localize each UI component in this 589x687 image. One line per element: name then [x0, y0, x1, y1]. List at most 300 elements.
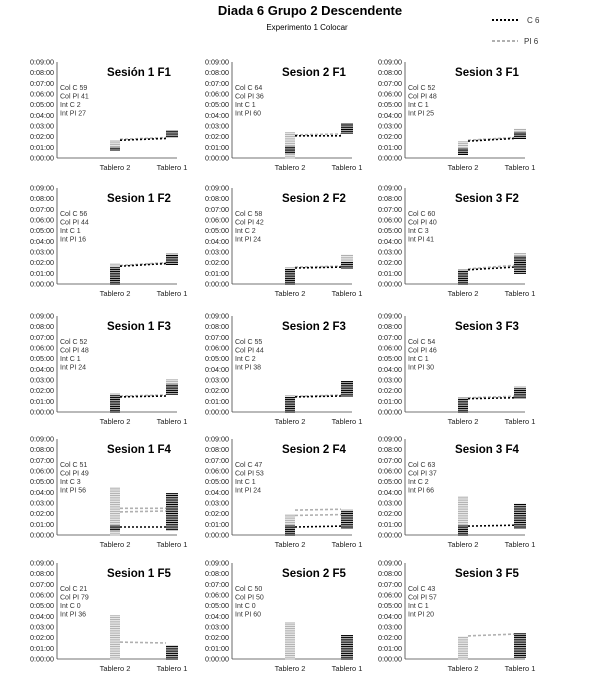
y-tick-label: 0:01:00	[30, 643, 54, 653]
y-tick-label: 0:03:00	[205, 121, 229, 131]
panel-stat: Col C 54	[408, 339, 436, 346]
y-tick-label: 0:07:00	[378, 455, 402, 465]
panel-stat: Col C 51	[60, 462, 88, 469]
x-tick-label: Tablero 2	[274, 540, 306, 549]
y-tick-label: 0:03:00	[378, 247, 402, 257]
panel-stat: Col C 59	[60, 85, 88, 92]
c-bar-tablero1	[166, 646, 178, 659]
y-tick-label: 0:00:00	[205, 654, 229, 664]
c-bar-tablero1	[166, 255, 178, 264]
y-tick-label: 0:07:00	[205, 204, 229, 214]
panel-stat: Int PI 56	[60, 487, 87, 495]
panel-stat: Int C 1	[235, 102, 256, 109]
y-tick-label: 0:03:00	[205, 375, 229, 385]
y-tick-label: 0:06:00	[205, 466, 229, 476]
c-bar-tablero2	[110, 148, 120, 150]
y-tick-label: 0:04:00	[205, 364, 229, 374]
y-tick-label: 0:04:00	[205, 236, 229, 246]
y-tick-label: 0:00:00	[378, 530, 402, 540]
y-tick-label: 0:03:00	[30, 498, 54, 508]
y-tick-label: 0:02:00	[30, 258, 54, 268]
y-tick-label: 0:02:00	[205, 132, 229, 142]
y-tick-label: 0:09:00	[30, 558, 54, 568]
y-tick-label: 0:01:00	[378, 519, 402, 529]
panel-title: Sesion 1 F2	[107, 193, 171, 205]
y-tick-label: 0:01:00	[378, 142, 402, 152]
panel-grid	[30, 58, 535, 674]
pi-bar-tablero1	[166, 254, 178, 259]
c-bar-tablero1	[166, 385, 178, 394]
y-tick-label: 0:05:00	[378, 477, 402, 487]
y-tick-label: 0:09:00	[205, 311, 229, 321]
y-tick-label: 0:06:00	[378, 466, 402, 476]
y-tick-label: 0:05:00	[378, 354, 402, 364]
c-bar-tablero2	[285, 270, 295, 284]
y-tick-label: 0:09:00	[30, 183, 54, 193]
y-tick-label: 0:00:00	[378, 654, 402, 664]
pi-bar-tablero2	[110, 141, 120, 146]
pi-series-line	[295, 266, 341, 267]
y-tick-label: 0:02:00	[30, 386, 54, 396]
y-tick-label: 0:04:00	[378, 110, 402, 120]
x-tick-label: Tablero 2	[99, 664, 131, 673]
c-bar-tablero1	[341, 636, 353, 659]
panel	[30, 435, 187, 550]
y-tick-label: 0:01:00	[205, 396, 229, 406]
pi-series-line	[120, 138, 166, 140]
c-bar-tablero1	[514, 389, 526, 398]
panel-stat: Col PI 53	[235, 470, 264, 478]
x-tick-label: Tablero 2	[447, 664, 479, 673]
pi-bar-tablero2	[285, 623, 295, 659]
panel	[30, 58, 187, 173]
y-tick-label: 0:07:00	[205, 455, 229, 465]
x-tick-label: Tablero 1	[156, 540, 188, 549]
y-tick-label: 0:07:00	[30, 332, 54, 342]
x-tick-label: Tablero 2	[274, 163, 306, 172]
panel-stat: Int C 0	[235, 603, 256, 610]
pi-series-line	[468, 138, 514, 141]
y-tick-label: 0:09:00	[205, 558, 229, 568]
pi-bar-tablero1	[514, 129, 526, 134]
y-tick-label: 0:06:00	[30, 466, 54, 476]
y-tick-label: 0:01:00	[205, 519, 229, 529]
y-tick-label: 0:03:00	[30, 121, 54, 131]
y-tick-label: 0:07:00	[30, 579, 54, 589]
y-tick-label: 0:03:00	[378, 622, 402, 632]
panel-stat: Col PI 44	[235, 347, 264, 355]
y-tick-label: 0:08:00	[205, 194, 229, 204]
panel-title: Sesión 1 F1	[107, 67, 171, 79]
y-tick-label: 0:07:00	[205, 579, 229, 589]
y-tick-label: 0:02:00	[205, 258, 229, 268]
y-tick-label: 0:07:00	[378, 204, 402, 214]
y-tick-label: 0:02:00	[205, 386, 229, 396]
y-tick-label: 0:09:00	[378, 311, 402, 321]
panel-stat: Int C 1	[408, 356, 429, 363]
panel	[378, 435, 535, 550]
y-tick-label: 0:00:00	[205, 153, 229, 163]
c-bar-tablero2	[458, 526, 468, 535]
y-tick-label: 0:06:00	[378, 89, 402, 99]
panel-stat: Col PI 41	[60, 93, 89, 101]
x-tick-label: Tablero 2	[274, 289, 306, 298]
y-tick-label: 0:05:00	[30, 601, 54, 611]
panel-stat: Col PI 36	[235, 93, 264, 101]
x-tick-label: Tablero 2	[99, 540, 131, 549]
y-tick-label: 0:06:00	[378, 590, 402, 600]
panel-stat: Col C 52	[408, 85, 436, 92]
x-tick-label: Tablero 1	[504, 540, 536, 549]
y-tick-label: 0:00:00	[30, 279, 54, 289]
pi-series-line	[120, 263, 166, 266]
panel-stat: Int PI 60	[235, 611, 262, 619]
y-tick-label: 0:08:00	[205, 445, 229, 455]
c-bar-tablero2	[110, 268, 120, 284]
panel-title: Sesion 2 F2	[282, 193, 346, 205]
pi-series-line	[468, 265, 514, 269]
panel-stat: Int PI 30	[408, 364, 435, 372]
y-tick-label: 0:07:00	[378, 579, 402, 589]
c-bar-tablero2	[285, 398, 295, 412]
y-tick-label: 0:00:00	[30, 530, 54, 540]
y-tick-label: 0:03:00	[205, 498, 229, 508]
pi-bar-tablero1	[341, 255, 353, 262]
y-tick-label: 0:02:00	[30, 132, 54, 142]
y-tick-label: 0:05:00	[378, 226, 402, 236]
y-tick-label: 0:06:00	[30, 215, 54, 225]
y-tick-label: 0:04:00	[378, 364, 402, 374]
y-tick-label: 0:03:00	[378, 121, 402, 131]
y-tick-label: 0:08:00	[30, 68, 54, 78]
y-tick-label: 0:05:00	[205, 354, 229, 364]
y-tick-label: 0:04:00	[378, 236, 402, 246]
y-tick-label: 0:05:00	[205, 226, 229, 236]
panel-stat: Int PI 16	[60, 236, 87, 244]
pi-series-line	[468, 396, 514, 397]
panel	[30, 559, 187, 674]
y-tick-label: 0:06:00	[205, 343, 229, 353]
y-tick-label: 0:09:00	[30, 311, 54, 321]
y-tick-label: 0:07:00	[378, 78, 402, 88]
legend	[492, 16, 540, 46]
panel-stat: Int C 2	[60, 102, 81, 109]
y-tick-label: 0:05:00	[30, 477, 54, 487]
y-tick-label: 0:02:00	[378, 509, 402, 519]
y-tick-label: 0:06:00	[378, 215, 402, 225]
panel-stat: Col PI 48	[60, 347, 89, 355]
y-tick-label: 0:04:00	[30, 110, 54, 120]
c-bar-tablero2	[285, 526, 295, 535]
panel-title: Sesion 2 F4	[282, 444, 346, 456]
y-tick-label: 0:09:00	[205, 434, 229, 444]
y-tick-label: 0:08:00	[30, 445, 54, 455]
y-tick-label: 0:05:00	[30, 354, 54, 364]
y-tick-label: 0:08:00	[378, 445, 402, 455]
panel-stat: Col C 50	[235, 586, 263, 593]
y-tick-label: 0:09:00	[30, 57, 54, 67]
c-bar-tablero1	[341, 512, 353, 528]
x-tick-label: Tablero 1	[156, 664, 188, 673]
y-tick-label: 0:07:00	[30, 78, 54, 88]
panel-title: Sesion 1 F4	[107, 444, 171, 456]
panel	[30, 312, 187, 427]
x-tick-label: Tablero 1	[331, 163, 363, 172]
panel-stat: Int PI 24	[235, 236, 262, 244]
panel-stat: Col PI 40	[408, 219, 437, 227]
y-tick-label: 0:03:00	[30, 375, 54, 385]
panel-stat: Int C 1	[60, 228, 81, 235]
y-tick-label: 0:06:00	[30, 343, 54, 353]
panel-stat: Col C 60	[408, 211, 436, 218]
c-series-line	[295, 526, 341, 527]
panel-stat: Col PI 79	[60, 594, 89, 602]
pi-series-line	[120, 511, 166, 512]
x-tick-label: Tablero 2	[99, 289, 131, 298]
y-tick-label: 0:01:00	[30, 519, 54, 529]
y-tick-label: 0:02:00	[30, 509, 54, 519]
c-bar-tablero1	[341, 382, 353, 396]
y-tick-label: 0:04:00	[378, 611, 402, 621]
y-tick-label: 0:02:00	[378, 633, 402, 643]
panel-stat: Int PI 24	[60, 364, 87, 372]
y-tick-label: 0:08:00	[205, 68, 229, 78]
panel-title: Sesion 2 F5	[282, 568, 346, 580]
y-tick-label: 0:05:00	[30, 226, 54, 236]
y-tick-label: 0:00:00	[378, 407, 402, 417]
panel-stat: Int C 2	[408, 479, 429, 486]
y-tick-label: 0:01:00	[205, 142, 229, 152]
y-tick-label: 0:01:00	[378, 643, 402, 653]
c-bar-tablero1	[341, 263, 353, 268]
y-tick-label: 0:03:00	[205, 247, 229, 257]
panel-title: Sesion 3 F5	[455, 568, 519, 580]
panel	[378, 58, 535, 173]
y-tick-label: 0:03:00	[30, 247, 54, 257]
y-tick-label: 0:00:00	[378, 153, 402, 163]
x-tick-label: Tablero 2	[447, 163, 479, 172]
panel	[205, 312, 362, 427]
c-bar-tablero1	[514, 133, 526, 138]
y-tick-label: 0:09:00	[205, 57, 229, 67]
y-tick-label: 0:05:00	[205, 477, 229, 487]
panel-stat: Col PI 48	[408, 93, 437, 101]
panel-stat: Col PI 46	[408, 347, 437, 355]
y-tick-label: 0:05:00	[205, 100, 229, 110]
c-bar-tablero2	[110, 396, 120, 412]
c-bar-tablero2	[285, 147, 295, 152]
y-tick-label: 0:08:00	[378, 569, 402, 579]
panel-stat: Col C 63	[408, 462, 436, 469]
legend-label-pi: PI 6	[524, 37, 539, 46]
y-tick-label: 0:08:00	[30, 194, 54, 204]
panel-stat: Col PI 42	[235, 219, 264, 227]
y-tick-label: 0:08:00	[378, 194, 402, 204]
y-tick-label: 0:00:00	[30, 654, 54, 664]
pi-series-line	[295, 509, 341, 510]
panel-stat: Col C 47	[235, 462, 263, 469]
x-tick-label: Tablero 2	[99, 417, 131, 426]
x-tick-label: Tablero 2	[447, 289, 479, 298]
y-tick-label: 0:01:00	[378, 268, 402, 278]
y-tick-label: 0:08:00	[205, 569, 229, 579]
y-tick-label: 0:03:00	[378, 498, 402, 508]
y-tick-label: 0:02:00	[378, 386, 402, 396]
y-tick-label: 0:00:00	[30, 407, 54, 417]
panel-stat: Int PI 36	[60, 611, 87, 619]
panel-title: Sesion 2 F3	[282, 321, 346, 333]
panel-stat: Int C 2	[235, 228, 256, 235]
panel-stat: Int C 3	[60, 479, 81, 486]
c-series-line	[468, 525, 514, 526]
y-tick-label: 0:06:00	[205, 590, 229, 600]
y-tick-label: 0:05:00	[378, 601, 402, 611]
panel-title: Sesion 1 F3	[107, 321, 171, 333]
panel-stat: Col C 55	[235, 339, 263, 346]
y-tick-label: 0:01:00	[205, 268, 229, 278]
c-bar-tablero1	[514, 504, 526, 527]
y-tick-label: 0:05:00	[30, 100, 54, 110]
y-tick-label: 0:06:00	[30, 590, 54, 600]
c-bar-tablero1	[166, 494, 178, 530]
panel-stat: Col C 58	[235, 211, 263, 218]
panel-title: Sesion 3 F4	[455, 444, 519, 456]
legend-label-c: C 6	[527, 16, 540, 25]
main-subtitle: Experimento 1 Colocar	[266, 23, 348, 32]
panel-stat: Col C 21	[60, 586, 88, 593]
y-tick-label: 0:05:00	[378, 100, 402, 110]
pi-series-line	[295, 395, 341, 396]
panel-stat: Col C 43	[408, 586, 436, 593]
y-tick-label: 0:06:00	[378, 343, 402, 353]
panel	[205, 559, 362, 674]
y-tick-label: 0:01:00	[378, 396, 402, 406]
y-tick-label: 0:02:00	[205, 633, 229, 643]
panel-stat: Int C 3	[408, 228, 429, 235]
panel-stat: Int C 0	[60, 603, 81, 610]
y-tick-label: 0:08:00	[378, 322, 402, 332]
x-tick-label: Tablero 1	[504, 289, 536, 298]
x-tick-label: Tablero 1	[504, 417, 536, 426]
panel-title: Sesion 3 F2	[455, 193, 519, 205]
x-tick-label: Tablero 2	[99, 163, 131, 172]
panel-title: Sesion 1 F5	[107, 568, 171, 580]
pi-bar-tablero2	[458, 637, 468, 659]
panel-stat: Int C 1	[408, 603, 429, 610]
panel-stat: Col PI 37	[408, 470, 437, 478]
y-tick-label: 0:04:00	[30, 487, 54, 497]
y-tick-label: 0:06:00	[205, 89, 229, 99]
pi-bar-tablero2	[110, 264, 120, 284]
x-tick-label: Tablero 1	[156, 289, 188, 298]
y-tick-label: 0:09:00	[30, 434, 54, 444]
y-tick-label: 0:02:00	[205, 509, 229, 519]
x-tick-label: Tablero 1	[331, 540, 363, 549]
c-bar-tablero1	[341, 124, 353, 133]
panel-stat: Col PI 49	[60, 470, 89, 478]
panel-stat: Int C 2	[235, 356, 256, 363]
panel-stat: Int C 1	[235, 479, 256, 486]
pi-series-line	[295, 515, 341, 516]
panel-stat: Col PI 57	[408, 594, 437, 602]
y-tick-label: 0:04:00	[378, 487, 402, 497]
y-tick-label: 0:03:00	[30, 622, 54, 632]
panel-stat: Int PI 66	[408, 487, 435, 495]
panel-stat: Int PI 24	[235, 487, 262, 495]
y-tick-label: 0:00:00	[378, 279, 402, 289]
y-tick-label: 0:09:00	[378, 57, 402, 67]
panel	[378, 312, 535, 427]
x-tick-label: Tablero 1	[331, 289, 363, 298]
y-tick-label: 0:05:00	[205, 601, 229, 611]
pi-series-line	[120, 642, 166, 643]
y-tick-label: 0:07:00	[205, 332, 229, 342]
panel-stat: Col C 52	[60, 339, 88, 346]
y-tick-label: 0:04:00	[205, 611, 229, 621]
y-tick-label: 0:01:00	[30, 142, 54, 152]
y-tick-label: 0:06:00	[205, 215, 229, 225]
y-tick-label: 0:07:00	[30, 455, 54, 465]
panel	[30, 184, 187, 299]
panel-stat: Col C 64	[235, 85, 263, 92]
y-tick-label: 0:04:00	[30, 364, 54, 374]
y-tick-label: 0:06:00	[30, 89, 54, 99]
y-tick-label: 0:02:00	[378, 132, 402, 142]
y-tick-label: 0:00:00	[205, 279, 229, 289]
x-tick-label: Tablero 2	[447, 540, 479, 549]
y-tick-label: 0:02:00	[30, 633, 54, 643]
y-tick-label: 0:00:00	[30, 153, 54, 163]
panel-stat: Int PI 60	[235, 110, 262, 118]
c-bar-tablero1	[514, 634, 526, 657]
panel-stat: Int PI 38	[235, 364, 262, 372]
y-tick-label: 0:09:00	[378, 434, 402, 444]
panel	[205, 58, 362, 173]
c-bar-tablero2	[110, 526, 120, 530]
panel-stat: Int C 1	[408, 102, 429, 109]
panel-stat: Int PI 25	[408, 110, 435, 118]
y-tick-label: 0:09:00	[205, 183, 229, 193]
x-tick-label: Tablero 2	[447, 417, 479, 426]
panel-stat: Col C 56	[60, 211, 88, 218]
pi-bar-tablero2	[285, 515, 295, 535]
y-tick-label: 0:01:00	[205, 643, 229, 653]
x-tick-label: Tablero 2	[274, 417, 306, 426]
pi-bar-tablero2	[285, 133, 295, 158]
y-tick-label: 0:00:00	[205, 407, 229, 417]
y-tick-label: 0:04:00	[30, 236, 54, 246]
x-tick-label: Tablero 1	[156, 417, 188, 426]
c-bar-tablero1	[166, 131, 178, 136]
panel-title: Sesion 3 F3	[455, 321, 519, 333]
c-bar-tablero2	[458, 399, 468, 412]
panel	[205, 435, 362, 550]
c-bar-tablero2	[458, 271, 468, 284]
pi-bar-tablero2	[285, 268, 295, 284]
x-tick-label: Tablero 2	[274, 664, 306, 673]
x-tick-label: Tablero 1	[331, 417, 363, 426]
y-tick-label: 0:01:00	[30, 396, 54, 406]
y-tick-label: 0:07:00	[378, 332, 402, 342]
x-tick-label: Tablero 1	[331, 664, 363, 673]
y-tick-label: 0:09:00	[378, 558, 402, 568]
y-tick-label: 0:02:00	[378, 258, 402, 268]
pi-series-line	[295, 134, 341, 135]
pi-bar-tablero2	[285, 396, 295, 412]
y-tick-label: 0:04:00	[205, 110, 229, 120]
pi-series-line	[468, 634, 514, 636]
y-tick-label: 0:08:00	[30, 569, 54, 579]
